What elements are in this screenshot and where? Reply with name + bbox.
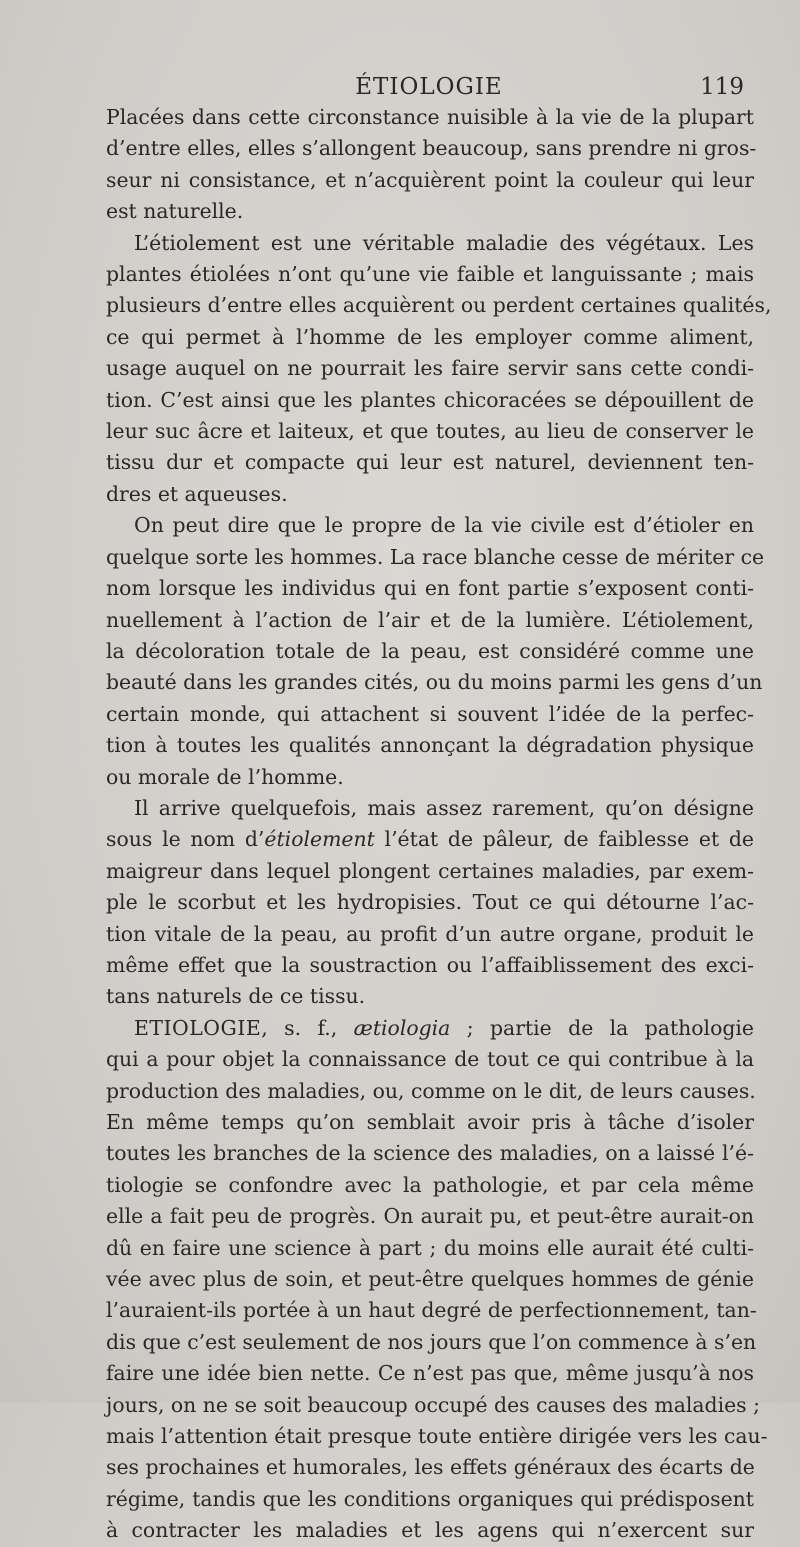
text-line: est naturelle. — [106, 199, 244, 224]
text-line: nom lorsque les individus qui en font partie s’exposent conti- — [106, 576, 754, 601]
text-line: On peut dire que le propre de la vie civile est d’étioler en — [134, 513, 754, 538]
paragraph — [106, 793, 754, 1013]
text-line: toutes les branches de la science des maladies, on a laissé l’é- — [106, 1141, 754, 1166]
text-line: qui a pour objet la connaissance de tout ce qui contribue à la — [106, 1047, 754, 1072]
text-line: dres et aqueuses. — [106, 481, 288, 506]
paragraph — [106, 510, 765, 793]
text-line: régime, tandis que les conditions organiques qui prédisposent — [106, 1486, 754, 1511]
text-line: nuellement à l’action de l’air et de la lumière. L’étiolement, — [106, 607, 754, 632]
text-line: beauté dans les grandes cités, ou du moins parmi les gens d’un — [106, 670, 763, 695]
italic-term: ætiologia — [353, 1015, 451, 1040]
text-segment: ; partie de la pathologie — [450, 1015, 754, 1040]
text-line: jours, on ne se soit beaucoup occupé des causes des maladies ; — [106, 1392, 760, 1417]
text-line: elle a fait peu de progrès. On aurait pu, et peut-être aurait-on — [106, 1204, 754, 1229]
text-line — [106, 793, 754, 824]
text-line: ses prochaines et humorales, les effets généraux des écarts de — [106, 1455, 755, 1480]
text-line: d’entre elles, elles s’allongent beaucoup, sans prendre ni gros- — [106, 136, 757, 161]
text-segment: ple le scorbut et les hydropisies. Tout ce qui détourne l’ac- — [106, 890, 754, 915]
text-line — [106, 981, 754, 1012]
text-line: plantes étiolées n’ont qu’une vie faible et languissante ; mais — [106, 262, 754, 287]
text-line: En même temps qu’on semblait avoir pris à tâche d’isoler — [106, 1110, 754, 1134]
text-line — [106, 919, 754, 950]
text-line: ce qui permet à l’homme de les employer comme aliment, — [106, 324, 754, 349]
text-line — [106, 950, 754, 981]
italic-term: étiolement — [264, 827, 375, 852]
text-line: ou morale de l’homme. — [106, 764, 344, 789]
text-segment: l’état de pâleur, de faiblesse et de — [374, 827, 754, 852]
text-segment: maigreur dans lequel plongent certaines maladies, par exem- — [106, 858, 754, 883]
text-line — [106, 887, 754, 918]
text-segment: Il arrive quelquefois, mais assez rarement, qu’on désigne — [134, 795, 754, 820]
running-head-title: ÉTIOLOGIE — [355, 74, 503, 100]
text-line — [106, 1013, 754, 1044]
text-line: certain monde, qui attachent si souvent l’idée de la perfec- — [106, 701, 754, 726]
entry-headword: ETIOLOGIE — [134, 1015, 262, 1040]
text-line: seur ni consistance, et n’acquièrent point la couleur qui leur — [106, 167, 754, 192]
text-segment: tans naturels de ce tissu. — [106, 984, 366, 1009]
paragraph — [106, 102, 757, 228]
text-line: à contracter les maladies et les agens qui n’exercent sur — [106, 1518, 754, 1543]
running-head — [108, 70, 750, 104]
text-line: tissu dur et compacte qui leur est naturel, deviennent ten- — [106, 450, 754, 475]
text-line — [106, 856, 754, 887]
text-segment: tion vitale de la peau, au profit d’un autre organe, produit le — [106, 921, 754, 946]
text-line: mais l’attention était presque toute entière dirigée vers les cau- — [106, 1424, 768, 1449]
text-line: tion. C’est ainsi que les plantes chicoracées se dépouillent de — [106, 387, 754, 412]
text-line — [106, 824, 754, 855]
text-line: production des maladies, ou, comme on le dit, de leurs causes. — [106, 1078, 756, 1103]
text-line: dû en faire une science à part ; du moins elle aurait été culti- — [106, 1235, 754, 1260]
text-line: plusieurs d’entre elles acquièrent ou perdent certaines qualités, — [106, 293, 772, 318]
page-number: 119 — [700, 74, 744, 100]
text-line: dis que c’est seulement de nos jours que l’on commence à s’en — [106, 1329, 757, 1354]
text-line: quelque sorte les hommes. La race blanche cesse de mériter ce — [106, 544, 765, 569]
text-line: la décoloration totale de la peau, est considéré comme une — [106, 638, 754, 663]
text-line: leur suc âcre et laiteux, et que toutes, au lieu de conserver le — [106, 419, 754, 444]
text-segment: sous le nom d’ — [106, 827, 265, 852]
text-line: usage auquel on ne pourrait les faire servir sans cette condi- — [106, 356, 754, 381]
text-line: l’auraient-ils portée à un haut degré de perfectionnement, tan- — [106, 1298, 757, 1323]
text-line: tion à toutes les qualités annonçant la dégradation physique — [106, 733, 754, 758]
text-segment: même effet que la soustraction ou l’affaiblissement des exci- — [106, 952, 754, 977]
body-text — [106, 102, 772, 1547]
text-line: Placées dans cette circonstance nuisible à la vie de la plupart — [106, 105, 754, 129]
paragraph — [106, 1013, 768, 1547]
text-line: L’étiolement est une véritable maladie des végétaux. Les — [134, 230, 754, 255]
text-segment: , s. f., — [261, 1015, 354, 1040]
text-line: tiologie se confondre avec la pathologie, et par cela même — [106, 1172, 754, 1197]
paragraph — [106, 228, 772, 511]
text-line: vée avec plus de soin, et peut-être quelques hommes de génie — [106, 1267, 754, 1292]
text-line: faire une idée bien nette. Ce n’est pas que, même jusqu’à nos — [106, 1361, 754, 1386]
